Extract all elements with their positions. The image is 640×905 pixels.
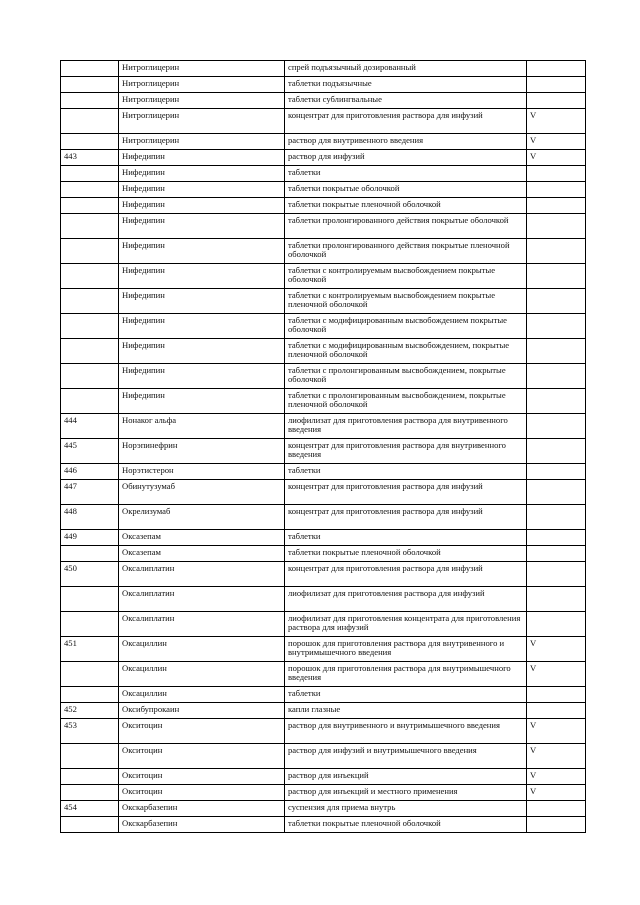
vital-mark-cell <box>527 314 586 339</box>
drug-name-cell: Оксациллин <box>119 662 285 687</box>
drug-name-cell: Нитроглицерин <box>119 77 285 93</box>
table-row <box>61 134 586 150</box>
row-number-cell: 454 <box>61 801 119 817</box>
table-row <box>61 464 586 480</box>
dosage-form-cell: таблетки сублингвальные <box>285 93 527 109</box>
dosage-form-cell: таблетки покрытые пленочной оболочкой <box>285 198 527 214</box>
dosage-form-cell: концентрат для приготовления раствора для инфузий <box>285 480 527 505</box>
vital-mark-cell <box>527 182 586 198</box>
drug-name-cell: Нифедипин <box>119 314 285 339</box>
table-row <box>61 769 586 785</box>
table-row <box>61 314 586 339</box>
row-number-cell <box>61 166 119 182</box>
row-number-cell: 448 <box>61 505 119 530</box>
drug-name-cell: Оксалиплатин <box>119 612 285 637</box>
drug-name-cell: Нитроглицерин <box>119 61 285 77</box>
row-number-cell <box>61 93 119 109</box>
vital-mark-cell <box>527 414 586 439</box>
row-number-cell: 444 <box>61 414 119 439</box>
drug-name-cell: Оксазепам <box>119 546 285 562</box>
vital-mark-cell: V <box>527 637 586 662</box>
drug-name-cell: Оксалиплатин <box>119 562 285 587</box>
dosage-form-cell: концентрат для приготовления раствора для инфузий <box>285 505 527 530</box>
row-number-cell <box>61 182 119 198</box>
drug-name-cell: Окситоцин <box>119 785 285 801</box>
dosage-form-cell: таблетки покрытые оболочкой <box>285 182 527 198</box>
dosage-form-cell: таблетки покрытые пленочной оболочкой <box>285 546 527 562</box>
dosage-form-cell: таблетки с контролируемым высвобождением покрытые оболочкой <box>285 264 527 289</box>
vital-mark-cell: V <box>527 134 586 150</box>
vital-mark-cell <box>527 703 586 719</box>
dosage-form-cell: раствор для инфузий и внутримышечного введения <box>285 744 527 769</box>
drug-name-cell: Нитроглицерин <box>119 93 285 109</box>
dosage-form-cell: таблетки <box>285 166 527 182</box>
dosage-form-cell: таблетки пролонгированного действия покрытые пленочной оболочкой <box>285 239 527 264</box>
drug-name-cell: Нитроглицерин <box>119 134 285 150</box>
dosage-form-cell: концентрат для приготовления раствора для внутривенного введения <box>285 439 527 464</box>
vital-mark-cell <box>527 587 586 612</box>
table-row <box>61 239 586 264</box>
dosage-form-cell: спрей подъязычный дозированный <box>285 61 527 77</box>
vital-mark-cell <box>527 166 586 182</box>
table-row <box>61 662 586 687</box>
row-number-cell <box>61 769 119 785</box>
table-row <box>61 93 586 109</box>
row-number-cell <box>61 214 119 239</box>
drug-name-cell: Оксациллин <box>119 637 285 662</box>
drug-name-cell: Нифедипин <box>119 264 285 289</box>
dosage-form-cell: порошок для приготовления раствора для внутривенного и внутримышечного введения <box>285 637 527 662</box>
drug-list-body <box>61 61 586 833</box>
dosage-form-cell: таблетки с модифицированным высвобождением покрытые оболочкой <box>285 314 527 339</box>
dosage-form-cell: раствор для внутривенного введения <box>285 134 527 150</box>
table-row <box>61 182 586 198</box>
vital-mark-cell <box>527 239 586 264</box>
vital-mark-cell: V <box>527 109 586 134</box>
dosage-form-cell: таблетки пролонгированного действия покрытые оболочкой <box>285 214 527 239</box>
vital-mark-cell <box>527 198 586 214</box>
drug-name-cell: Обинутузумаб <box>119 480 285 505</box>
table-row <box>61 389 586 414</box>
vital-mark-cell <box>527 61 586 77</box>
row-number-cell <box>61 198 119 214</box>
dosage-form-cell: таблетки <box>285 687 527 703</box>
drug-name-cell: Оксибупрокаин <box>119 703 285 719</box>
table-row <box>61 562 586 587</box>
table-row <box>61 801 586 817</box>
table-row <box>61 150 586 166</box>
drug-name-cell: Нифедипин <box>119 389 285 414</box>
table-row <box>61 166 586 182</box>
row-number-cell <box>61 389 119 414</box>
drug-name-cell: Норэтистерон <box>119 464 285 480</box>
vital-mark-cell <box>527 612 586 637</box>
vital-mark-cell <box>527 93 586 109</box>
row-number-cell <box>61 817 119 833</box>
dosage-form-cell: лиофилизат для приготовления концентрата для приготовления раствора для инфузий <box>285 612 527 637</box>
row-number-cell: 447 <box>61 480 119 505</box>
vital-mark-cell: V <box>527 662 586 687</box>
table-row <box>61 109 586 134</box>
row-number-cell: 446 <box>61 464 119 480</box>
vital-mark-cell <box>527 364 586 389</box>
dosage-form-cell: таблетки <box>285 530 527 546</box>
drug-name-cell: Окрелизумаб <box>119 505 285 530</box>
vital-mark-cell <box>527 214 586 239</box>
row-number-cell <box>61 364 119 389</box>
vital-mark-cell: V <box>527 785 586 801</box>
drug-name-cell: Оксазепам <box>119 530 285 546</box>
row-number-cell: 450 <box>61 562 119 587</box>
drug-name-cell: Оксалиплатин <box>119 587 285 612</box>
row-number-cell <box>61 77 119 93</box>
dosage-form-cell: таблетки <box>285 464 527 480</box>
table-row <box>61 480 586 505</box>
drug-name-cell: Нифедипин <box>119 198 285 214</box>
vital-mark-cell: V <box>527 719 586 744</box>
drug-name-cell: Окскарбазепин <box>119 817 285 833</box>
row-number-cell: 449 <box>61 530 119 546</box>
dosage-form-cell: суспензия для приема внутрь <box>285 801 527 817</box>
dosage-form-cell: таблетки покрытые пленочной оболочкой <box>285 817 527 833</box>
vital-mark-cell: V <box>527 744 586 769</box>
vital-mark-cell <box>527 464 586 480</box>
row-number-cell <box>61 289 119 314</box>
table-row <box>61 719 586 744</box>
row-number-cell: 452 <box>61 703 119 719</box>
drug-name-cell: Нифедипин <box>119 239 285 264</box>
vital-mark-cell <box>527 389 586 414</box>
table-row <box>61 214 586 239</box>
drug-name-cell: Оксациллин <box>119 687 285 703</box>
drug-name-cell: Окситоцин <box>119 744 285 769</box>
dosage-form-cell: таблетки с пролонгированным высвобождением, покрытые пленочной оболочкой <box>285 389 527 414</box>
row-number-cell <box>61 314 119 339</box>
table-row <box>61 744 586 769</box>
vital-mark-cell <box>527 264 586 289</box>
vital-mark-cell <box>527 439 586 464</box>
table-row <box>61 439 586 464</box>
drug-name-cell: Окситоцин <box>119 769 285 785</box>
dosage-form-cell: лиофилизат для приготовления раствора для инфузий <box>285 587 527 612</box>
vital-mark-cell <box>527 289 586 314</box>
row-number-cell <box>61 785 119 801</box>
dosage-form-cell: таблетки с модифицированным высвобождением, покрытые пленочной оболочкой <box>285 339 527 364</box>
table-row <box>61 364 586 389</box>
drug-name-cell: Нифедипин <box>119 166 285 182</box>
drug-name-cell: Нитроглицерин <box>119 109 285 134</box>
table-row <box>61 505 586 530</box>
row-number-cell <box>61 687 119 703</box>
drug-name-cell: Окскарбазепин <box>119 801 285 817</box>
vital-mark-cell <box>527 817 586 833</box>
dosage-form-cell: таблетки с контролируемым высвобождением покрытые пленочной оболочкой <box>285 289 527 314</box>
vital-mark-cell: V <box>527 769 586 785</box>
row-number-cell <box>61 587 119 612</box>
drug-name-cell: Нифедипин <box>119 339 285 364</box>
dosage-form-cell: концентрат для приготовления раствора для инфузий <box>285 109 527 134</box>
vital-mark-cell <box>527 562 586 587</box>
row-number-cell: 453 <box>61 719 119 744</box>
dosage-form-cell: раствор для инъекций <box>285 769 527 785</box>
vital-mark-cell <box>527 480 586 505</box>
vital-mark-cell <box>527 687 586 703</box>
row-number-cell <box>61 109 119 134</box>
row-number-cell <box>61 546 119 562</box>
drug-name-cell: Нифедипин <box>119 182 285 198</box>
dosage-form-cell: раствор для инфузий <box>285 150 527 166</box>
table-row <box>61 587 586 612</box>
drug-name-cell: Нонаког альфа <box>119 414 285 439</box>
dosage-form-cell: раствор для инъекций и местного применения <box>285 785 527 801</box>
table-row <box>61 264 586 289</box>
vital-mark-cell: V <box>527 150 586 166</box>
dosage-form-cell: лиофилизат для приготовления раствора для внутривенного введения <box>285 414 527 439</box>
table-row <box>61 817 586 833</box>
vital-mark-cell <box>527 530 586 546</box>
dosage-form-cell: таблетки с пролонгированным высвобождением, покрытые оболочкой <box>285 364 527 389</box>
table-row <box>61 77 586 93</box>
row-number-cell: 451 <box>61 637 119 662</box>
drug-name-cell: Нифедипин <box>119 150 285 166</box>
drug-name-cell: Окситоцин <box>119 719 285 744</box>
drug-list-table <box>60 60 586 833</box>
row-number-cell <box>61 239 119 264</box>
table-row <box>61 637 586 662</box>
drug-name-cell: Норэпинефрин <box>119 439 285 464</box>
table-row <box>61 785 586 801</box>
row-number-cell <box>61 339 119 364</box>
row-number-cell <box>61 61 119 77</box>
table-row <box>61 198 586 214</box>
dosage-form-cell: концентрат для приготовления раствора для инфузий <box>285 562 527 587</box>
vital-mark-cell <box>527 801 586 817</box>
vital-mark-cell <box>527 505 586 530</box>
table-row <box>61 612 586 637</box>
row-number-cell <box>61 134 119 150</box>
drug-name-cell: Нифедипин <box>119 289 285 314</box>
row-number-cell <box>61 744 119 769</box>
dosage-form-cell: порошок для приготовления раствора для внутримышечного введения <box>285 662 527 687</box>
dosage-form-cell: раствор для внутривенного и внутримышечного введения <box>285 719 527 744</box>
row-number-cell <box>61 264 119 289</box>
row-number-cell: 443 <box>61 150 119 166</box>
table-row <box>61 546 586 562</box>
table-row <box>61 687 586 703</box>
vital-mark-cell <box>527 77 586 93</box>
dosage-form-cell: таблетки подъязычные <box>285 77 527 93</box>
table-row <box>61 414 586 439</box>
drug-name-cell: Нифедипин <box>119 214 285 239</box>
table-row <box>61 530 586 546</box>
row-number-cell: 445 <box>61 439 119 464</box>
row-number-cell <box>61 662 119 687</box>
row-number-cell <box>61 612 119 637</box>
table-row <box>61 339 586 364</box>
vital-mark-cell <box>527 339 586 364</box>
table-row <box>61 61 586 77</box>
drug-name-cell: Нифедипин <box>119 364 285 389</box>
table-row <box>61 703 586 719</box>
table-row <box>61 289 586 314</box>
vital-mark-cell <box>527 546 586 562</box>
dosage-form-cell: капли глазные <box>285 703 527 719</box>
